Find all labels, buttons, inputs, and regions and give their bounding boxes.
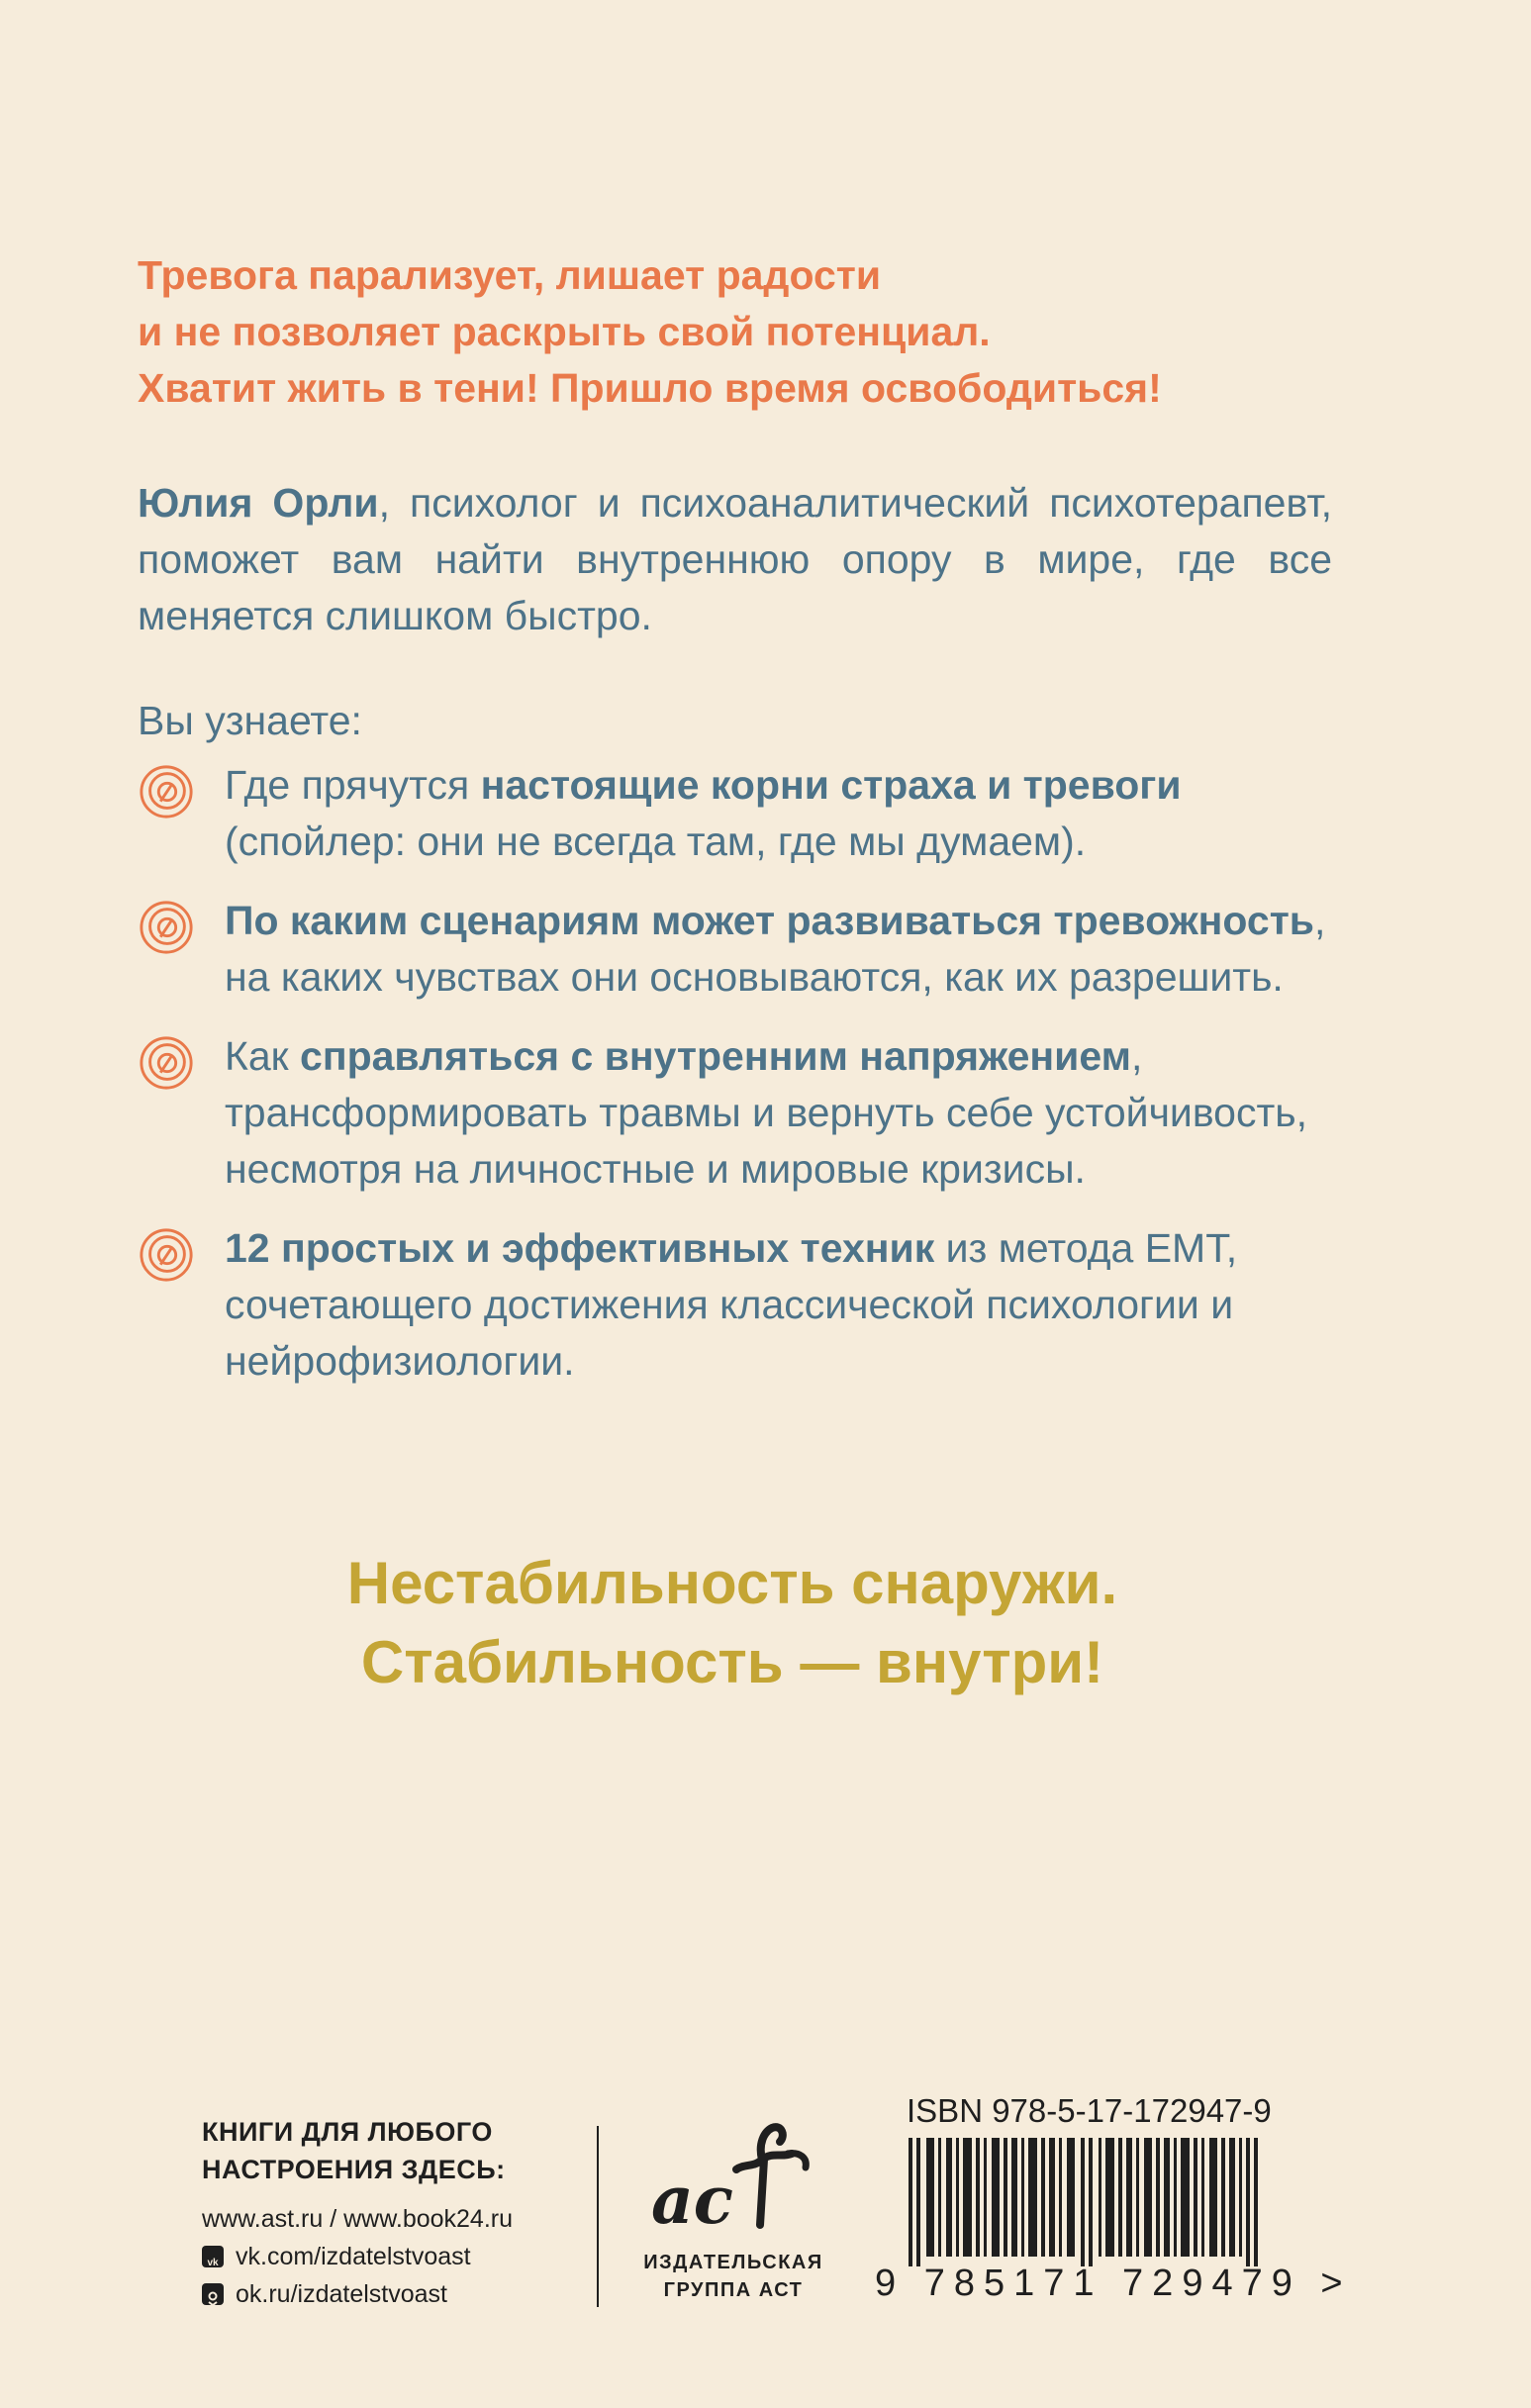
list-item <box>138 1220 1385 1390</box>
publisher-links <box>202 2113 513 2313</box>
list-item <box>138 893 1385 1006</box>
list-item <box>138 1028 1385 1198</box>
intro-paragraph <box>138 475 1332 644</box>
links-heading-2: НАСТРОЕНИЯ ЗДЕСЬ: <box>202 2155 506 2184</box>
vk-icon <box>202 2246 224 2267</box>
logo-caption: ИЗДАТЕЛЬСКАЯ ГРУППА АСТ <box>643 2252 823 2301</box>
barcode <box>909 2138 1285 2266</box>
ok-link[interactable]: ok.ru/izdatelstvoast <box>202 2275 513 2313</box>
tagline-line-1: Тревога парализует, лишает радости <box>138 252 882 298</box>
learn-heading: Вы узнаете: <box>138 698 362 743</box>
tagline-line-2: и не позволяет раскрыть свой потенциал. <box>138 309 991 354</box>
footer-divider <box>597 2126 599 2307</box>
item-bold: настоящие корни страха и тревоги <box>480 762 1182 808</box>
author-name: Юлия Орли <box>138 480 379 526</box>
vk-link[interactable]: vk vk.com/izdatelstvoast <box>202 2238 513 2275</box>
spiral-bullet-icon <box>138 1034 195 1092</box>
benefits-list <box>138 757 1385 1412</box>
svg-text:ac: ac <box>651 2162 733 2239</box>
slogan-line-2: Стабильность — внутри! <box>360 1629 1104 1695</box>
item-post: , на каких чувствах они основываются, как их разрешить. <box>225 898 1326 1000</box>
list-item <box>138 757 1385 870</box>
item-bold: По каким сценариям может развиваться тревожность <box>225 898 1315 943</box>
barcode-digits: 9 785171 729479 > <box>875 2263 1352 2304</box>
item-post: , трансформировать травмы и вернуть себе устойчивость, несмотря на личностные и мировые кризисы. <box>225 1033 1307 1192</box>
item-post: (спойлер: они не всегда там, где мы думаем). <box>225 819 1087 864</box>
item-bold: справляться с внутренним напряжением <box>300 1033 1131 1079</box>
website-links[interactable]: www.ast.ru / www.book24.ru <box>202 2205 514 2233</box>
spiral-bullet-icon <box>138 1226 195 1284</box>
slogan-line-1: Нестабильность снаружи. <box>346 1550 1118 1616</box>
item-bold: 12 простых и эффективных техник <box>225 1225 935 1271</box>
tagline <box>138 247 1385 417</box>
isbn-label: ISBN 978-5-17-172947-9 <box>907 2092 1272 2129</box>
ast-logo <box>633 2108 831 2247</box>
spiral-bullet-icon <box>138 763 195 820</box>
item-post: из метода ЕМТ, сочетающего достижения классической психологии и нейрофизиологии. <box>225 1225 1238 1384</box>
slogan <box>0 1544 1465 1702</box>
intro-text: , психолог и психоаналитический психотерапевт, поможет вам найти внутреннюю опору в мире, где все меняется слишком быстро. <box>138 480 1332 638</box>
item-pre: Где прячутся <box>225 762 481 808</box>
links-heading-1: КНИГИ ДЛЯ ЛЮБОГО <box>202 2117 493 2147</box>
spiral-bullet-icon <box>138 899 195 956</box>
tagline-line-3: Хватит жить в тени! Пришло время освободиться! <box>138 365 1162 411</box>
ok-icon <box>202 2283 224 2305</box>
svg-text:vk: vk <box>207 2258 219 2268</box>
item-pre: Как <box>225 1033 301 1079</box>
